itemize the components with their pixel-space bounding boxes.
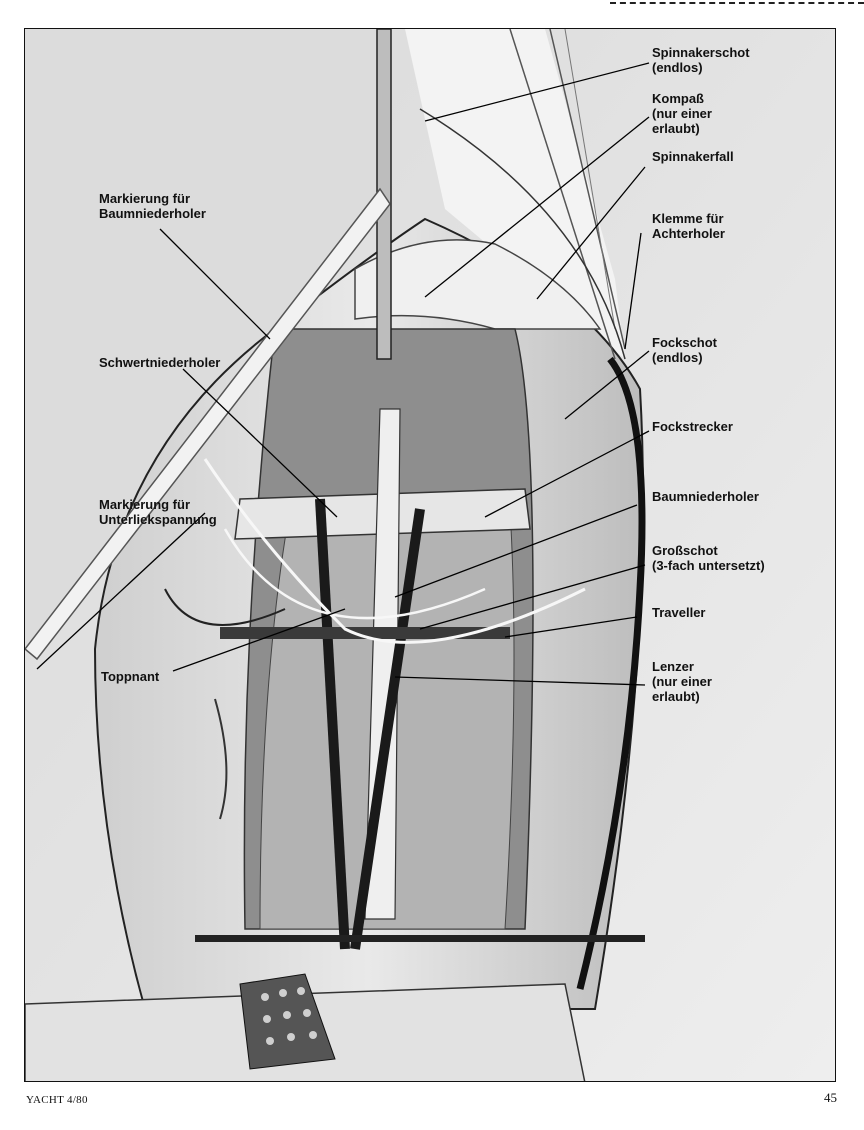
label-fockstrecker: Fockstrecker (652, 419, 733, 434)
label-kompass: Kompaß (nur einer erlaubt) (652, 91, 712, 136)
top-rule (610, 2, 864, 4)
label-markierung-baumniederholer: Markierung für Baumniederholer (99, 191, 206, 221)
label-traveller: Traveller (652, 605, 706, 620)
label-schwertniederholer: Schwertniederholer (99, 355, 221, 370)
label-lenzer: Lenzer (nur einer erlaubt) (652, 659, 712, 704)
label-spinnakerfall: Spinnakerfall (652, 149, 734, 164)
label-grossschot: Großschot (3-fach untersetzt) (652, 543, 765, 573)
label-baumniederholer: Baumniederholer (652, 489, 759, 504)
label-toppnant: Toppnant (101, 669, 160, 684)
label-klemme-achterholer: Klemme für Achterholer (652, 211, 725, 241)
footer-page-number: 45 (824, 1090, 837, 1105)
footer-magazine: YACHT 4/80 (26, 1094, 88, 1106)
label-fockschot: Fockschot (endlos) (652, 335, 718, 365)
label-spinnakerschot: Spinnakerschot (endlos) (652, 45, 750, 75)
photo-frame (24, 28, 836, 1082)
label-markierung-unterliek: Markierung für Unterliekspannung (99, 497, 217, 527)
